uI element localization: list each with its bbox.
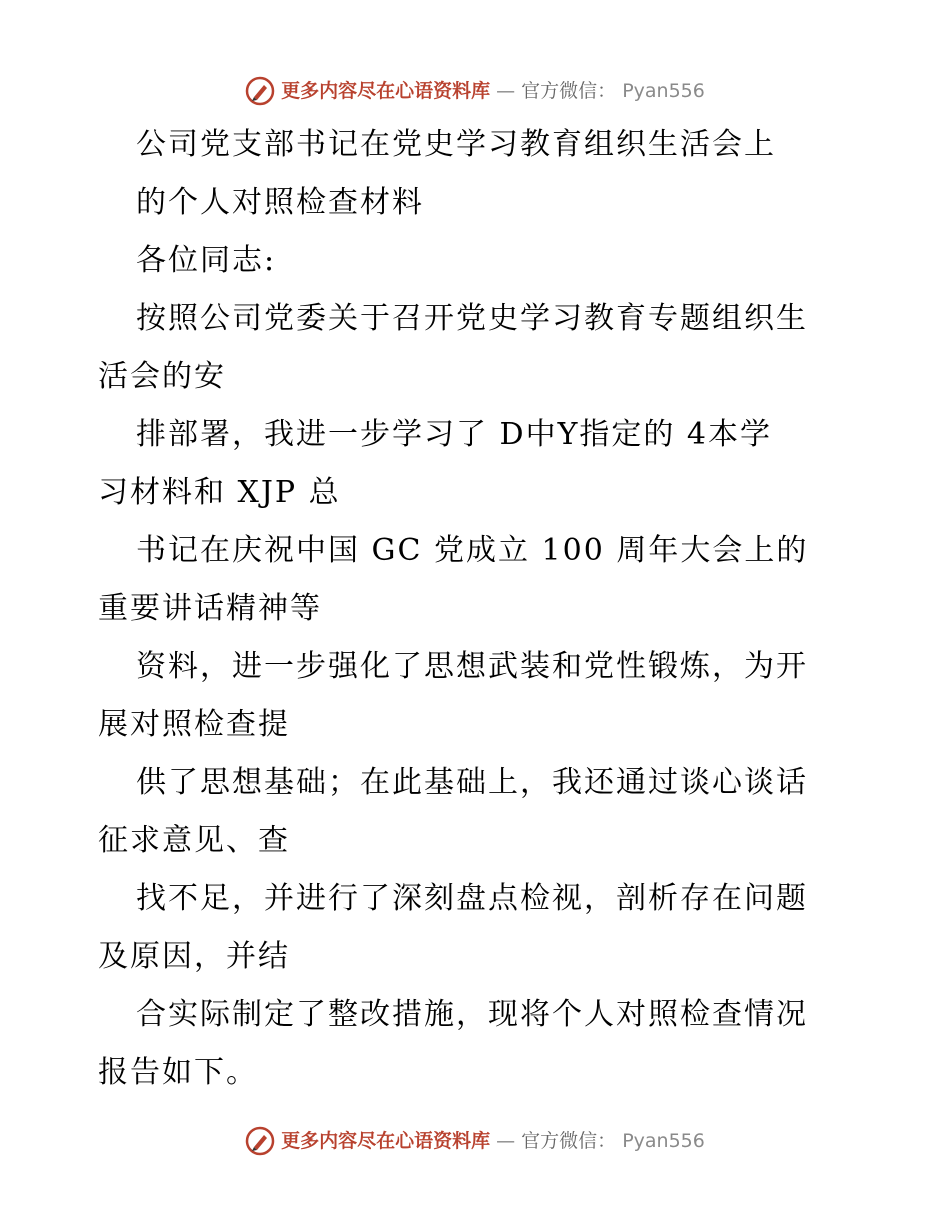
document-line: 合实际制定了整改措施，现将个人对照检查情况: [136, 997, 808, 1032]
document-line: 各位同志:: [136, 243, 277, 278]
document-line: 的个人对照检查材料: [136, 185, 424, 220]
watermark-account: Pyan556: [622, 1130, 705, 1152]
document-line: 重要讲话精神等: [98, 591, 322, 626]
document-line: 排部署，我进一步学习了 D中Y指定的 4本学: [136, 417, 773, 452]
pen-logo-icon: [245, 1126, 275, 1156]
header-watermark: [0, 76, 950, 106]
watermark-label: 官方微信：: [521, 80, 617, 102]
document-line: 公司党支部书记在党史学习教育组织生活会上: [136, 127, 776, 162]
document-line: 征求意见、查: [98, 823, 290, 858]
watermark-dash: —: [496, 80, 516, 102]
watermark-dash: —: [496, 1130, 516, 1152]
document-line: 活会的安: [98, 359, 226, 394]
watermark-text: 更多内容尽在心语资料库: [281, 80, 491, 102]
document-line: 报告如下。: [98, 1055, 258, 1090]
footer-watermark: [0, 1126, 950, 1156]
document-line: 找不足，并进行了深刻盘点检视，剖析存在问题: [136, 881, 808, 916]
document-line: 资料，进一步强化了思想武装和党性锻炼，为开: [136, 649, 808, 684]
document-line: 展对照检查提: [98, 707, 290, 742]
pen-logo-icon: [245, 76, 275, 106]
document-line: 按照公司党委关于召开党史学习教育专题组织生: [136, 301, 808, 336]
document-line: 及原因，并结: [98, 939, 290, 974]
watermark-label: 官方微信：: [521, 1130, 617, 1152]
watermark-text: 更多内容尽在心语资料库: [281, 1130, 491, 1152]
document-line: 供了思想基础；在此基础上，我还通过谈心谈话: [136, 765, 808, 800]
document-body: [98, 116, 858, 1102]
document-line: 书记在庆祝中国 GC 党成立 100 周年大会上的: [136, 533, 809, 568]
document-line: 习材料和 XJP 总: [98, 475, 341, 510]
watermark-account: Pyan556: [622, 80, 705, 102]
